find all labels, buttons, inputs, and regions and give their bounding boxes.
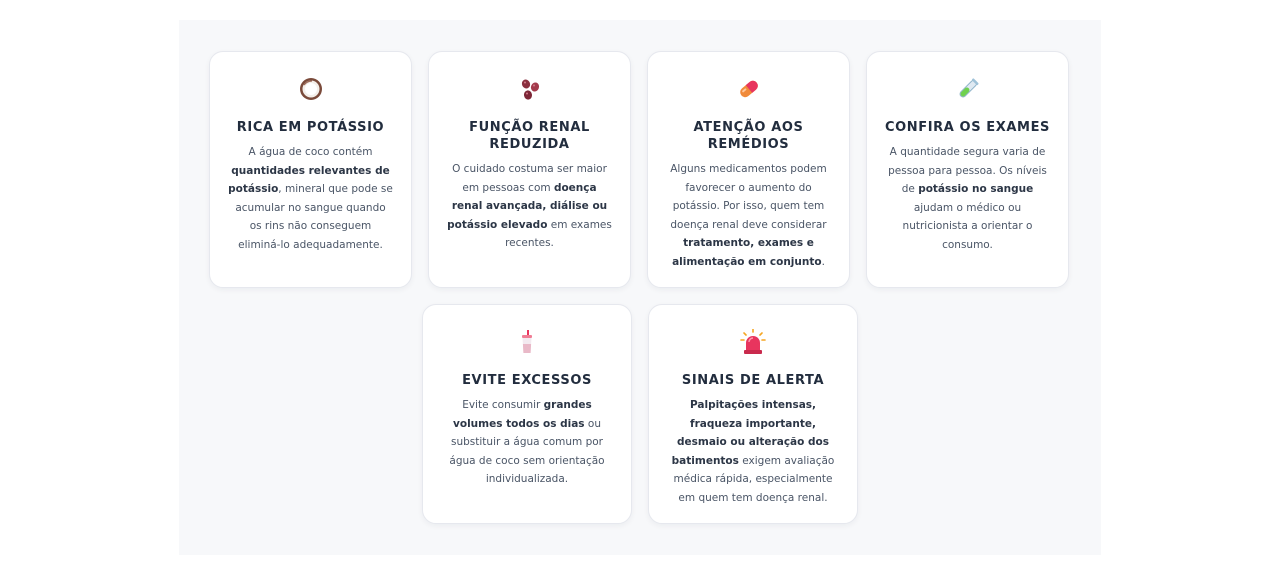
desc-text: Evite consumir: [462, 399, 544, 411]
desc-text: A quantidade segura varia de pessoa para pessoa. Os níveis de: [888, 146, 1047, 195]
desc-highlight: grandes volumes todos os dias: [453, 399, 592, 430]
desc-highlight: doença renal avançada, diálise ou potássio elevado: [447, 181, 608, 231]
card-title: SINAIS DE ALERTA: [681, 373, 825, 388]
card-description: [228, 143, 393, 254]
test-tube-icon: [955, 76, 981, 102]
kidney-beans-icon: [517, 76, 543, 102]
desc-text: A água de coco contém: [248, 146, 373, 158]
card-renal-function: [428, 51, 631, 288]
info-section: [179, 20, 1101, 555]
card-warning-signs: [648, 304, 858, 524]
card-description: [666, 160, 831, 271]
desc-highlight: tratamento, exames e alimentação em conjunto: [672, 237, 822, 268]
card-title: RICA EM POTÁSSIO: [236, 120, 385, 135]
desc-text: ou substituir a água comum por água de coco sem orientação individualizada.: [449, 417, 605, 485]
card-potassium: [209, 51, 412, 288]
coconut-icon: [298, 76, 324, 102]
card-description: [885, 143, 1050, 254]
card-description: [441, 396, 613, 489]
desc-text: ajudam o médico ou nutricionista a orientar o consumo.: [902, 201, 1033, 251]
card-title: ATENÇÃO AOS REMÉDIOS: [693, 120, 804, 152]
card-avoid-excess: [422, 304, 632, 524]
card-title: CONFIRA OS EXAMES: [884, 120, 1051, 135]
desc-text: exigem avaliação médica rápida, especialmente em quem tem doença renal.: [673, 454, 835, 504]
card-description: [447, 160, 612, 253]
desc-highlight: Palpitações intensas, fraqueza importante, desmaio ou alteração dos batimentos: [671, 399, 829, 467]
desc-text: , mineral que pode se acumular no sangue quando os rins não conseguem eliminá-lo adequadamente.: [235, 183, 393, 251]
card-exams: [866, 51, 1069, 288]
cup-with-straw-icon: [514, 329, 540, 355]
card-medications: [647, 51, 850, 288]
desc-text: Alguns medicamentos podem favorecer o aumento do potássio. Por isso, quem tem doença renal deve considerar: [670, 163, 827, 231]
pill-icon: [736, 76, 762, 102]
card-title: FUNÇÃO RENAL REDUZIDA: [469, 120, 590, 152]
desc-highlight: potássio no sangue: [918, 183, 1034, 195]
desc-highlight: quantidades relevantes de potássio: [228, 164, 390, 195]
siren-icon: [740, 329, 766, 355]
desc-text: O cuidado costuma ser maior em pessoas com: [452, 163, 607, 194]
card-description: [667, 396, 839, 507]
desc-text: .: [821, 255, 825, 268]
desc-text: em exames recentes.: [505, 218, 612, 249]
card-title: EVITE EXCESSOS: [462, 373, 592, 388]
